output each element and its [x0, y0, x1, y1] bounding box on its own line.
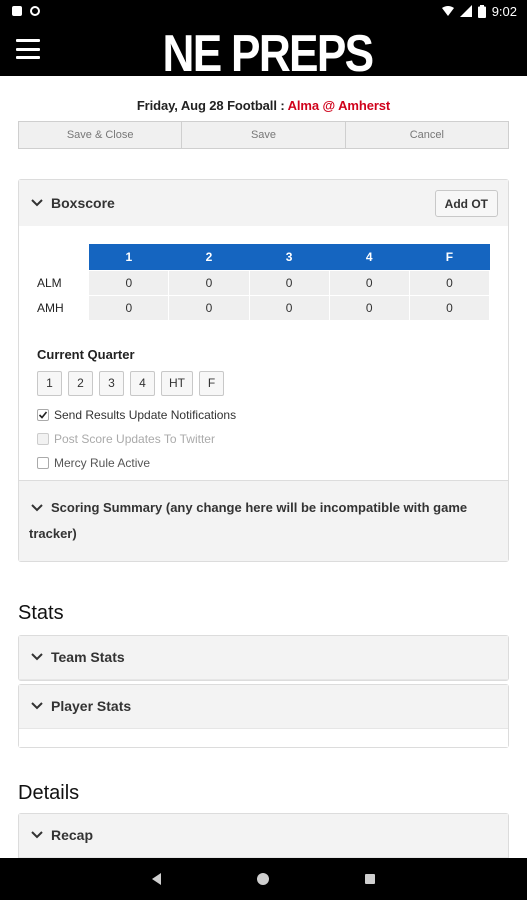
checkmark-icon — [38, 410, 48, 420]
add-ot-button[interactable]: Add OT — [435, 190, 498, 217]
team-abbr: AMH — [37, 300, 64, 315]
home-icon[interactable] — [257, 873, 269, 885]
team-stats-title: Team Stats — [51, 649, 125, 665]
twitter-option — [37, 432, 490, 446]
quarter-header-3: 3 — [249, 244, 329, 270]
score-table-header-row — [37, 244, 490, 270]
team-column-header — [37, 244, 89, 270]
quarter-header-1: 1 — [89, 244, 169, 270]
current-quarter-buttons — [37, 371, 490, 396]
chevron-down-icon — [29, 500, 45, 516]
navigation-bar — [0, 858, 527, 900]
quarter-button-4[interactable]: 4 — [130, 371, 155, 396]
signal-icon — [460, 5, 472, 17]
main-content — [0, 76, 527, 858]
save-close-button[interactable]: Save & Close — [19, 122, 182, 148]
score-cell[interactable]: 0 — [89, 270, 169, 295]
boxscore-panel — [18, 179, 509, 562]
player-stats-title: Player Stats — [51, 698, 132, 714]
checkbox-disabled — [37, 433, 49, 445]
boxscore-title: Boxscore — [51, 195, 115, 211]
quarter-button-1[interactable]: 1 — [37, 371, 62, 396]
save-button[interactable]: Save — [182, 122, 345, 148]
score-cell[interactable]: 0 — [249, 295, 329, 320]
player-stats-group — [18, 684, 509, 748]
current-quarter-label: Current Quarter — [37, 346, 135, 362]
scoring-summary-header[interactable] — [19, 480, 508, 561]
send-notifications-option[interactable] — [37, 408, 490, 422]
battery-icon — [478, 5, 486, 18]
app-logo: NE PREPS — [162, 25, 373, 83]
quarter-button-3[interactable]: 3 — [99, 371, 124, 396]
scoring-summary-title: Scoring Summary (any change here will be incompatible with game tracker) — [29, 499, 468, 541]
details-section-title: Details — [18, 781, 80, 804]
team-stats-header[interactable] — [19, 636, 508, 680]
score-cell[interactable]: 0 — [169, 270, 249, 295]
action-bar — [18, 121, 509, 149]
chevron-down-icon — [29, 698, 45, 714]
quarter-header-4: 4 — [329, 244, 409, 270]
game-sport: Football : — [227, 98, 285, 113]
chevron-down-icon — [29, 827, 45, 843]
chevron-down-icon — [29, 195, 45, 211]
score-cell[interactable]: 0 — [409, 270, 489, 295]
player-stats-header[interactable] — [19, 685, 508, 729]
recent-apps-icon[interactable] — [365, 874, 375, 884]
clock: 9:02 — [491, 3, 517, 19]
cancel-button[interactable]: Cancel — [346, 122, 508, 148]
stats-section-title: Stats — [18, 601, 64, 624]
boxscore-header[interactable] — [19, 180, 508, 226]
score-cell[interactable]: 0 — [409, 295, 489, 320]
back-icon[interactable] — [152, 873, 161, 885]
score-cell[interactable]: 0 — [169, 295, 249, 320]
quarter-header-final: F — [409, 244, 489, 270]
score-cell[interactable]: 0 — [329, 295, 409, 320]
checkbox-unchecked[interactable] — [37, 457, 49, 469]
table-row — [37, 270, 490, 295]
game-date: Friday, Aug 28 — [136, 98, 224, 113]
score-cell[interactable]: 0 — [329, 270, 409, 295]
quarter-header-2: 2 — [169, 244, 249, 270]
app-header — [0, 22, 527, 83]
score-cell[interactable]: 0 — [89, 295, 169, 320]
game-matchup: Alma @ Amherst — [287, 98, 391, 113]
status-bar — [0, 0, 527, 22]
boxscore-body — [19, 226, 508, 480]
notification-icon — [12, 6, 22, 16]
sync-icon — [30, 6, 40, 16]
stats-group — [18, 635, 509, 681]
checkbox-label: Post Score Updates To Twitter — [54, 431, 215, 446]
checkbox-checked[interactable] — [37, 409, 49, 421]
team-abbr: ALM — [37, 275, 62, 290]
score-cell[interactable]: 0 — [249, 270, 329, 295]
game-title — [0, 98, 527, 113]
wifi-icon — [442, 5, 454, 17]
chevron-down-icon — [29, 649, 45, 665]
table-row — [37, 295, 490, 320]
recap-title: Recap — [51, 827, 94, 843]
hamburger-menu-icon[interactable] — [16, 39, 40, 59]
quarter-button-final[interactable]: F — [199, 371, 224, 396]
checkbox-label: Send Results Update Notifications — [54, 407, 237, 422]
recap-header[interactable] — [19, 814, 508, 858]
quarter-button-halftime[interactable]: HT — [161, 371, 193, 396]
score-table — [37, 244, 490, 321]
recap-group — [18, 813, 509, 858]
mercy-rule-option[interactable] — [37, 456, 490, 470]
quarter-button-2[interactable]: 2 — [68, 371, 93, 396]
checkbox-label: Mercy Rule Active — [54, 455, 151, 470]
